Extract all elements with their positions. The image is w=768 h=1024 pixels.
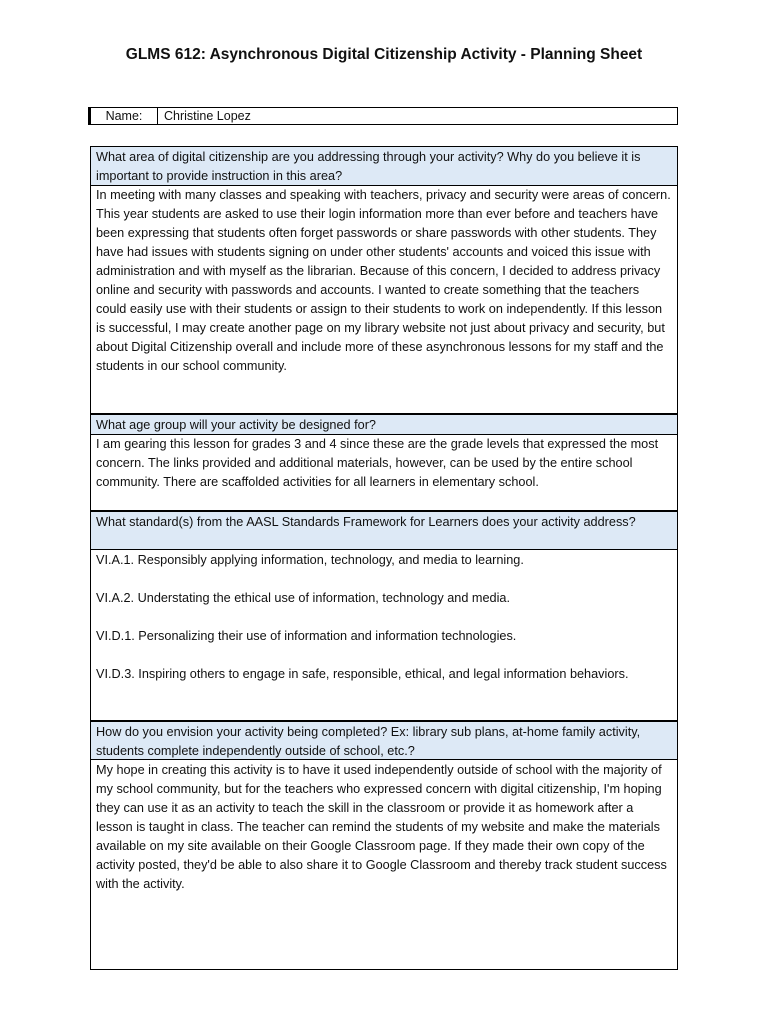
standard-item: VI.A.1. Responsibly applying information, technology, and media to learning.	[96, 553, 524, 567]
question-age-group: What age group will your activity be designed for?	[91, 413, 677, 435]
page-title: GLMS 612: Asynchronous Digital Citizenship Activity - Planning Sheet	[125, 46, 643, 63]
answer-completion-plan	[91, 761, 677, 894]
question-completion-plan: How do you envision your activity being completed? Ex: library sub plans, at-home family activity, students complete independently outside of school, etc.?	[91, 720, 677, 760]
planning-sheet-table	[90, 146, 678, 970]
answer-digital-citizenship-area	[91, 186, 677, 376]
standard-item: VI.D.1. Personalizing their use of information and information technologies.	[96, 629, 517, 643]
question-aasl-standards: What standard(s) from the AASL Standards Framework for Learners does your activity address?	[91, 510, 677, 550]
standard-item: VI.D.3. Inspiring others to engage in safe, responsible, ethical, and legal information behaviors.	[96, 667, 629, 681]
answer-age-group	[91, 435, 677, 492]
answer-text: In meeting with many classes and speaking with teachers, privacy and security were areas of concern. This year students are asked to use their login information more than ever before and teachers have been expressing that students often forget passwords or share passwords with other students. They have had issues with students signing on under other students' accounts and voiced this issue with administration and with myself as the librarian. Because of this concern, I decided to address privacy online and security with passwords and accounts. I wanted to create something that the teachers could easily use with their students or assign to their students to work on independently. If this lesson is successful, I may create another page on my library website not just about privacy and security, but about Digital Citizenship overall and include more of these asynchronous lessons for my staff and the students in our school community.	[96, 188, 671, 373]
answer-text: My hope in creating this activity is to have it used independently outside of school with the majority of my school community, but for the teachers who expressed concern with digital citizenship, I'm hoping they can use it as an activity to teach the skill in the classroom or provide it as homework after a lesson is taught in class. The teacher can remind the students of my website and make the materials available on my site available on their Google Classroom page. If they made their own copy of the activity posted, they'd be able to also share it to Google Classroom and thereby track student success with the activity.	[96, 763, 667, 891]
standard-item: VI.A.2. Understating the ethical use of information, technology and media.	[96, 591, 510, 605]
answer-aasl-standards	[91, 551, 677, 684]
question-digital-citizenship-area: What area of digital citizenship are you addressing through your activity? Why do you believe it is important to provide instruction in this area?	[91, 147, 677, 186]
name-row	[88, 107, 678, 125]
name-value: Christine Lopez	[164, 109, 251, 123]
answer-text: I am gearing this lesson for grades 3 and 4 since these are the grade levels that expressed the most concern. The links provided and additional materials, however, can be used by the entire school community. There are scaffolded activities for all learners in elementary school.	[96, 437, 659, 489]
name-label: Name:	[89, 108, 158, 124]
